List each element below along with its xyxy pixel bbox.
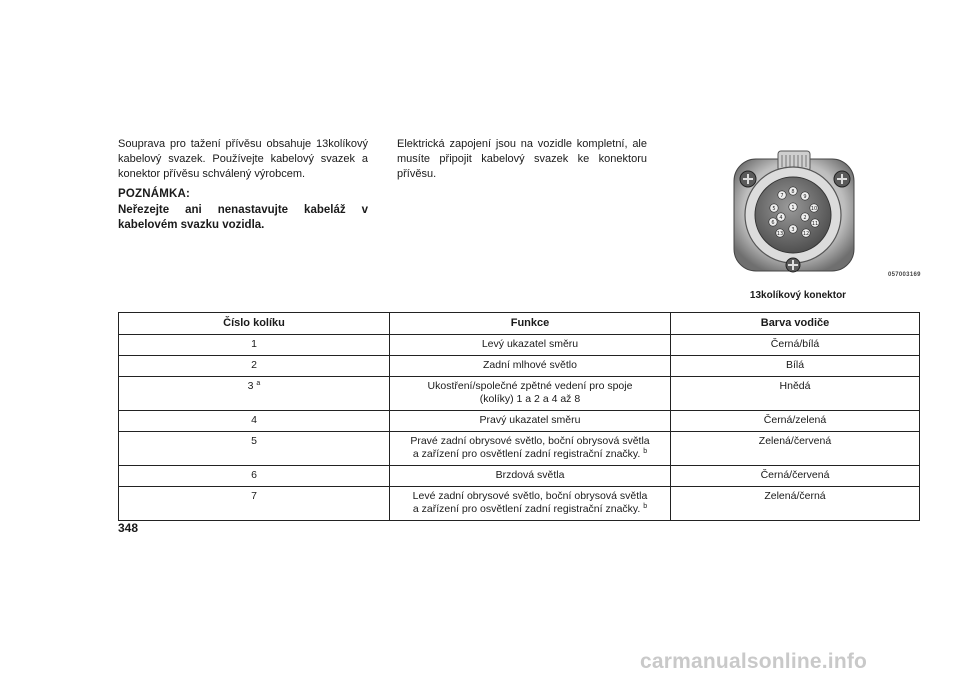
header-function: Funkce <box>390 313 671 335</box>
pin-cell: 5 <box>119 432 390 466</box>
color-cell: Zelená/černá <box>671 487 920 521</box>
function-cell: Pravé zadní obrysové světlo, boční obrysová světla a zařízení pro osvětlení zadní registrační značky. $^b$ <box>390 432 671 466</box>
table-row <box>119 335 920 356</box>
pin-label: 9 <box>803 194 807 200</box>
middle-column <box>397 137 647 182</box>
pin-label: 1 <box>791 205 795 211</box>
pin-table <box>118 312 920 521</box>
pin-cell: 1 <box>119 335 390 356</box>
function-cell: Levý ukazatel směru <box>390 335 671 356</box>
pin-label: 5 <box>772 206 776 212</box>
left-column <box>118 137 368 233</box>
table-row <box>119 487 920 521</box>
pin-cell: 4 <box>119 411 390 432</box>
figure-caption: 13kolíkový konektor <box>749 290 847 301</box>
figure-code: 057003169 <box>888 272 921 278</box>
color-cell: Hnědá <box>671 377 920 411</box>
pin-label: 6 <box>771 220 775 226</box>
pin-label: 7 <box>780 193 784 199</box>
pin-cell: 7 <box>119 487 390 521</box>
function-cell: Ukostření/společné zpětné vedení pro spoje (kolíky) 1 a 2 a 4 až 8 <box>390 377 671 411</box>
color-cell: Bílá <box>671 356 920 377</box>
color-cell: Zelená/červená <box>671 432 920 466</box>
function-cell: Zadní mlhové světlo <box>390 356 671 377</box>
color-cell: Černá/červená <box>671 466 920 487</box>
watermark-link[interactable]: carmanualsonline.info <box>640 650 868 673</box>
table-row <box>119 377 920 411</box>
color-cell: Černá/zelená <box>671 411 920 432</box>
table-row <box>119 466 920 487</box>
table-row <box>119 356 920 377</box>
pin-label: 10 <box>810 206 818 212</box>
connector-illustration <box>722 145 920 285</box>
pin-label: 11 <box>811 221 819 227</box>
connector-figure <box>722 145 920 285</box>
pin-cell: 2 <box>119 356 390 377</box>
connection-paragraph: Elektrická zapojení jsou na vozidle kompletní, ale musíte připojit kabelový svazek ke konektoru přívěsu. <box>397 138 647 180</box>
function-cell: Brzdová světla <box>390 466 671 487</box>
function-cell: Levé zadní obrysové světlo, boční obrysová světla a zařízení pro osvětlení zadní registrační značky. $^b$ <box>390 487 671 521</box>
pin-label: 13 <box>776 231 784 237</box>
note-text: Neřezejte ani nenastavujte kabeláž v kabelovém svazku vozidla. <box>118 204 368 231</box>
color-cell: Černá/bílá <box>671 335 920 356</box>
pin-label: 2 <box>803 215 807 221</box>
table-header-row <box>119 313 920 335</box>
pin-label: 12 <box>802 231 810 237</box>
pin-label: 4 <box>779 215 783 221</box>
table-row <box>119 432 920 466</box>
table-row <box>119 411 920 432</box>
pin-cell: 6 <box>119 466 390 487</box>
pin-cell: 3 $^a$ <box>119 377 390 411</box>
intro-paragraph: Souprava pro tažení přívěsu obsahuje 13kolíkový kabelový svazek. Používejte kabelový svazek a konektor přívěsu schválený výrobcem. <box>118 138 368 180</box>
pin-label: 3 <box>791 227 795 233</box>
header-wire-color: Barva vodiče <box>671 313 920 335</box>
header-pin: Číslo kolíku <box>119 313 390 335</box>
function-cell: Pravý ukazatel směru <box>390 411 671 432</box>
pin-label: 8 <box>791 189 795 195</box>
page-number: 348 <box>118 521 139 535</box>
note-title: POZNÁMKA: <box>118 188 191 200</box>
